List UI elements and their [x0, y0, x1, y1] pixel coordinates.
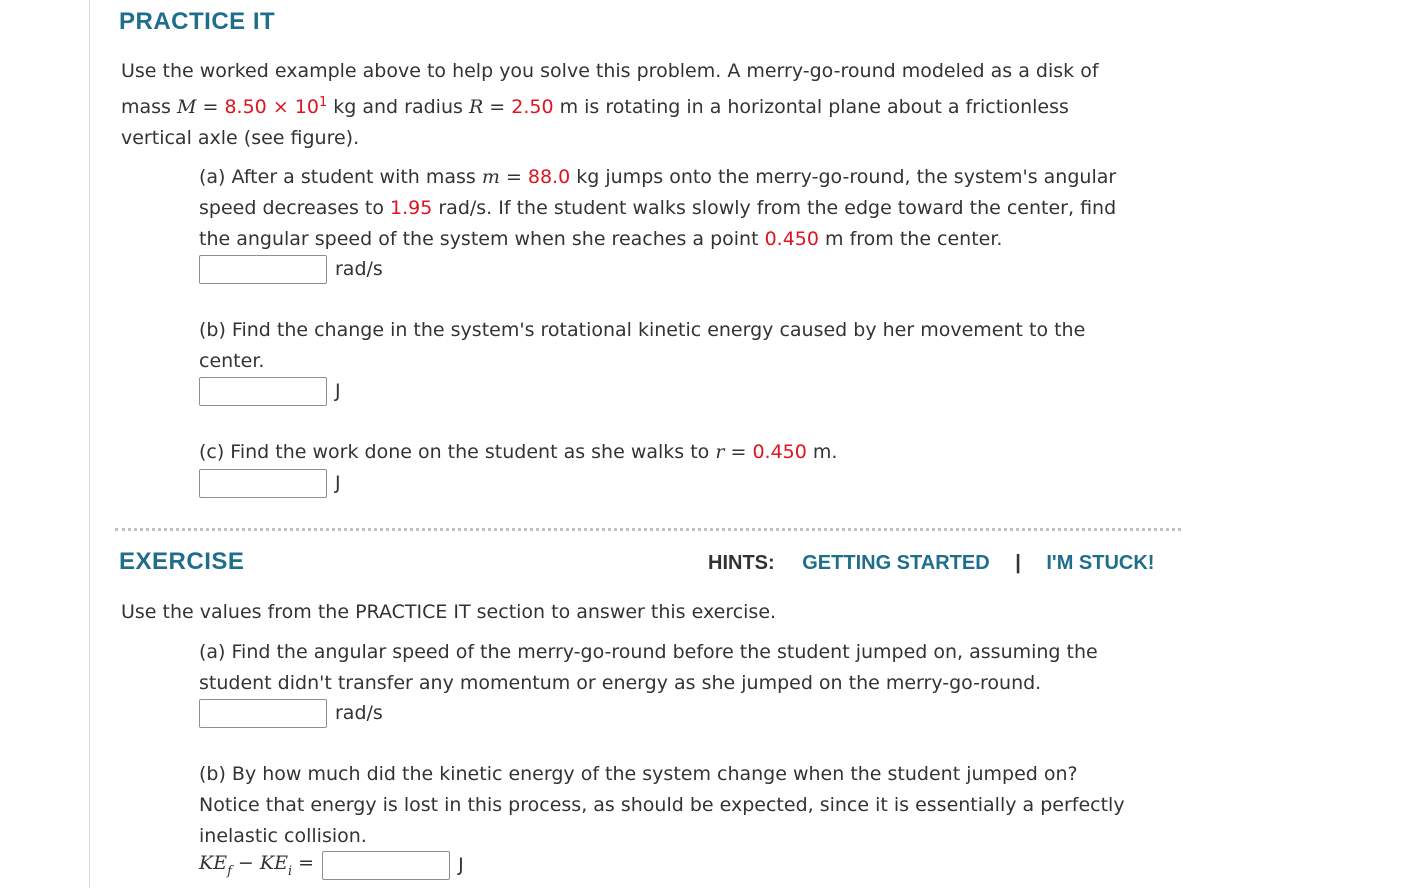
exercise-part-a-input[interactable]	[199, 699, 327, 728]
practice-intro-line3: vertical axle (see figure).	[121, 127, 360, 149]
exercise-part-b-answer-row	[199, 849, 464, 881]
exercise-intro: Use the values from the PRACTICE IT section to answer this exercise.	[121, 601, 777, 623]
getting-started-link[interactable]: GETTING STARTED	[802, 552, 990, 574]
angular-speed-value: 1.95	[390, 197, 433, 219]
hints-label: HINTS:	[708, 552, 775, 574]
practice-part-a-answer-row	[199, 253, 383, 285]
practice-part-c-question: (c) Find the work done on the student as she walks to r = 0.450 m.	[199, 441, 838, 463]
var-m: m	[481, 166, 500, 188]
exercise-part-a-question: (a) Find the angular speed of the merry-go-round before the student jumped on, assuming the student didn't transfer any momentum or energy as she jumped on the merry-go-round.	[199, 641, 1098, 694]
practice-intro-line2: mass $M = 8.50 \times 10^1$ kg and radius R = 2.50 m is rotating in a horizontal plane about a frictionless	[121, 95, 1069, 118]
mass-value: $8.50 \times 10^1$	[224, 95, 328, 118]
practice-part-b-input[interactable]	[199, 377, 327, 406]
exercise-part-b-question: (b) By how much did the kinetic energy of the system change when the student jumped on? Notice that energy is lost in this process, as should be expected, since it is essentially a perfectly inelastic collision.	[199, 763, 1125, 847]
practice-part-c-unit: J	[335, 472, 341, 494]
practice-part-c-input[interactable]	[199, 469, 327, 498]
exercise-part-a-unit: rad/s	[335, 702, 383, 724]
practice-part-a-question: (a) After a student with mass m = 88.0 kg jumps onto the merry-go-round, the system's angular speed decreases to 1.95 rad/s. If the student walks slowly from the edge toward the center, find the angular speed of the system when she reaches a point 0.450 m from the center.	[199, 166, 1117, 250]
practice-it-title: PRACTICE IT	[119, 8, 276, 35]
exercise-part-b-input[interactable]	[322, 851, 450, 880]
im-stuck-link[interactable]: I'M STUCK!	[1046, 552, 1155, 574]
var-r: r	[715, 441, 725, 463]
practice-part-c-answer-row	[199, 467, 341, 499]
practice-intro-line1: Use the worked example above to help you solve this problem. A merry-go-round modeled as a disk of	[121, 60, 1099, 82]
walk-distance-value: 0.450	[752, 441, 807, 463]
left-margin-rule	[89, 0, 90, 888]
distance-value: 0.450	[764, 228, 819, 250]
student-mass-value: 88.0	[527, 166, 571, 188]
practice-part-b-answer-row	[199, 375, 341, 407]
practice-part-b-question: (b) Find the change in the system's rotational kinetic energy caused by her movement to the center.	[199, 319, 1086, 372]
exercise-part-a-answer-row	[199, 697, 383, 729]
practice-part-a-unit: rad/s	[335, 258, 383, 280]
radius-value: 2.50	[511, 96, 554, 118]
section-divider	[115, 528, 1181, 531]
practice-intro	[121, 56, 1099, 154]
var-M: M	[177, 96, 197, 118]
exercise-title: EXERCISE	[119, 548, 245, 575]
hints-bar	[708, 552, 1154, 575]
var-R: R	[468, 96, 484, 118]
ke-difference-equation: $KE_f - KE_i$ =	[199, 851, 315, 879]
practice-part-b-unit: J	[335, 380, 341, 402]
hints-separator: |	[1015, 552, 1021, 574]
exercise-part-b-unit: J	[458, 854, 464, 876]
practice-part-a-input[interactable]	[199, 255, 327, 284]
